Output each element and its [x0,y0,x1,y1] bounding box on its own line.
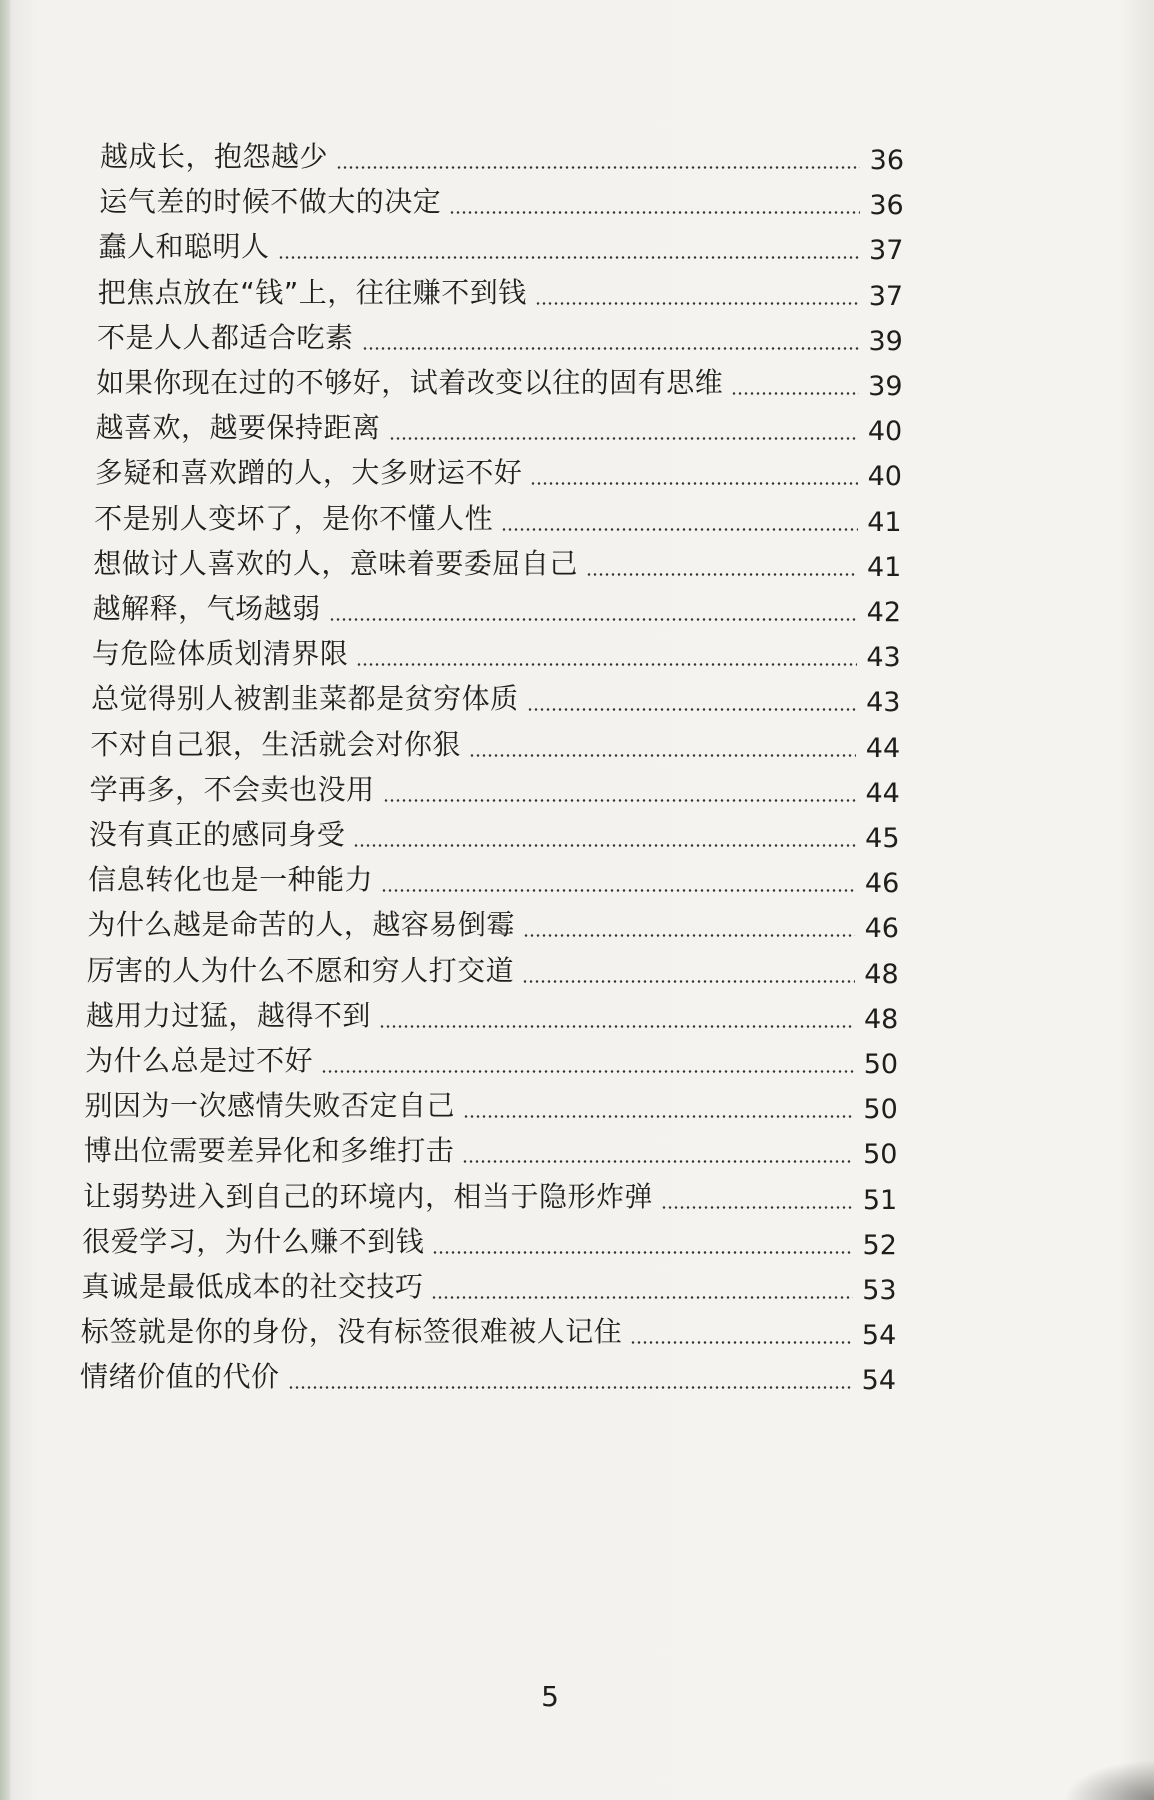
toc-entry-page: 44 [865,777,900,809]
toc-entry-title: 真诚是最低成本的社交技巧 [81,1270,424,1303]
toc-entry-title: 越解释，气场越弱 [92,592,321,625]
toc-entry-page: 45 [865,823,900,854]
toc-entry [95,401,903,448]
toc-entry-page: 46 [864,913,899,945]
toc-dot-leader [527,708,857,711]
toc-entry-page: 54 [861,1365,896,1397]
toc-dot-leader [586,573,857,576]
toc-entry [99,175,904,222]
toc-entry-title: 越用力过猛，越得不到 [85,998,371,1032]
page-number: 5 [541,1680,559,1713]
toc-entry-page: 51 [862,1184,898,1216]
toc-entry [93,537,901,581]
toc-entry-page: 37 [869,235,904,267]
toc-entry-title: 很爱学习，为什么赚不到钱 [82,1224,425,1258]
toc-entry-title: 博出位需要差异化和多维打击 [83,1134,455,1168]
toc-dot-leader [321,1070,854,1073]
toc-entry [97,311,903,355]
toc-entry-page: 36 [869,145,904,176]
toc-dot-leader [463,1115,854,1118]
toc-entry-page: 46 [864,868,900,900]
toc-dot-leader [462,1160,853,1163]
toc-entry [90,718,900,762]
toc-entry-title: 多疑和喜欢蹭的人，大多财运不好 [94,456,523,490]
toc-entry [89,808,900,852]
toc-entry [91,627,901,674]
toc-entry-page: 53 [862,1275,897,1306]
toc-entry [98,266,903,310]
toc-entry [98,220,904,267]
toc-entry [82,1215,897,1259]
toc-entry-title: 情绪价值的代价 [80,1360,280,1394]
toc-dot-leader [535,302,859,305]
toc-entry [96,356,902,400]
toc-entry-title: 没有真正的感同身受 [88,818,346,851]
toc-entry-title: 如果你现在过的不够好，试着改变以往的固有思维 [96,366,724,399]
toc-dot-leader [336,166,860,169]
toc-entry-page: 50 [863,1139,898,1171]
toc-entry-page: 43 [866,687,901,719]
toc-dot-leader [469,754,856,757]
toc-dot-leader [278,256,860,259]
toc-entry-page: 40 [867,461,902,493]
toc-entry [94,492,902,536]
toc-entry-title: 别因为一次感情失败否定自己 [84,1089,455,1123]
toc-entry [94,446,902,493]
toc-entry-page: 36 [869,190,904,222]
toc-entry-title: 越喜欢，越要保持距离 [95,411,381,445]
toc-dot-leader [449,211,859,214]
toc-entry-page: 48 [864,958,899,990]
toc-dot-leader [288,1386,852,1389]
toc-entry [80,1305,897,1352]
toc-dot-leader [353,844,855,847]
toc-entry-title: 不对自己狠，生活就会对你狠 [90,727,461,761]
toc-entry [85,1034,898,1078]
toc-entry-page: 42 [866,597,902,628]
toc-dot-leader [522,980,854,983]
page-corner-shadow [1064,1760,1154,1800]
toc-entry [87,898,899,945]
toc-entry [93,582,901,626]
toc-entry-page: 43 [866,642,901,674]
toc-entry [80,1350,896,1397]
toc-entry [84,1079,898,1126]
toc-dot-leader [389,437,859,440]
toc-entry-title: 总觉得别人被割韭菜都是贫穷体质 [91,682,519,716]
toc-entry-page: 50 [863,1094,898,1126]
toc-entry-title: 厉害的人为什么不愿和穷人打交道 [86,953,515,987]
toc-entry [83,1170,897,1214]
toc-entry [86,989,898,1033]
toc-dot-leader [731,392,858,395]
toc-entry-title: 运气差的时候不做大的决定 [99,185,442,219]
toc-dot-leader [523,934,855,937]
toc-entry-page: 48 [864,1003,899,1035]
toc-entry [100,130,904,174]
toc-dot-leader [501,528,858,531]
toc-entry-page: 40 [867,416,903,448]
toc-entry [81,1260,896,1304]
toc-entry-title: 为什么越是命苦的人，越容易倒霉 [87,908,515,942]
toc-entry [83,1124,898,1171]
toc-entry-page: 54 [861,1320,897,1352]
toc-entry-title: 想做讨人喜欢的人，意味着要委屈自己 [93,546,578,580]
toc-entry [91,672,901,719]
toc-entry-title: 不是别人变坏了，是你不懂人性 [94,501,494,535]
toc-entry-page: 39 [868,371,903,402]
toc-entry-title: 让弱势进入到自己的环境内，相当于隐形炸弹 [82,1179,653,1213]
toc-entry-page: 41 [866,551,902,583]
toc-entry-title: 信息转化也是一种能力 [88,863,374,897]
toc-dot-leader [356,663,856,666]
toc-dot-leader [432,1251,853,1254]
toc-entry [90,763,900,807]
toc-entry-title: 不是人人都适合吃素 [97,320,354,354]
toc-entry-page: 44 [865,732,901,764]
toc-dot-leader [630,1341,852,1344]
toc-entry-title: 学再多，不会卖也没用 [89,772,375,806]
toc-dot-leader [381,889,855,892]
toc-entry-page: 37 [868,280,904,312]
toc-entry-title: 标签就是你的身份，没有标签很难被人记住 [80,1315,623,1349]
toc-entry [87,944,899,988]
toc-entry [88,853,900,900]
toc-dot-leader [661,1206,853,1209]
toc-dot-leader [431,1296,852,1299]
toc-dot-leader [362,347,859,350]
toc-entry-page: 41 [867,506,902,538]
toc-entry-page: 52 [862,1229,897,1261]
toc-entry-page: 50 [863,1049,899,1080]
toc-entry-title: 与危险体质划清界限 [91,637,349,671]
toc-dot-leader [530,482,858,485]
toc-dot-leader [383,799,856,802]
toc-entry-page: 39 [868,325,903,357]
toc-dot-leader [329,618,857,621]
toc-entry-title: 为什么总是过不好 [85,1044,314,1077]
toc-dot-leader [379,1025,854,1028]
toc-entry-title: 把焦点放在“钱”上，往往赚不到钱 [97,275,527,309]
toc-entry-title: 越成长，抱怨越少 [100,140,329,173]
toc-entry-title: 蠢人和聪明人 [98,230,270,264]
